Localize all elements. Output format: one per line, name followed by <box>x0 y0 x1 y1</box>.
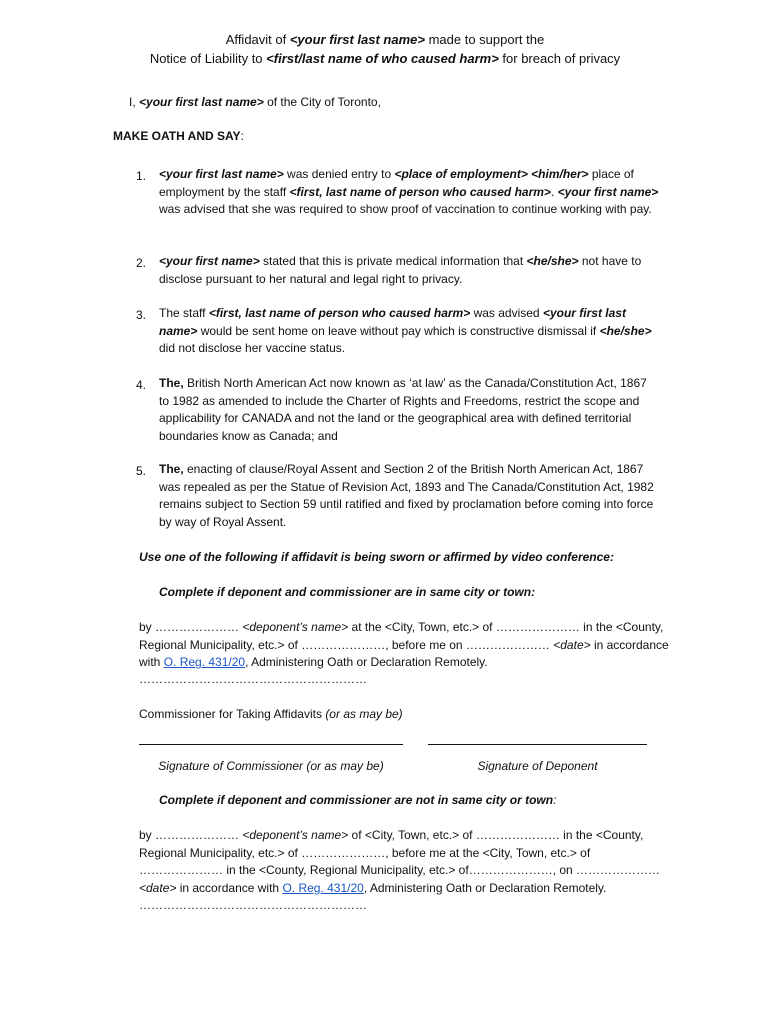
item-number: 2. <box>136 256 147 270</box>
name-placeholder: <your first last name> <box>289 32 425 47</box>
deponent-signature-line <box>428 744 647 745</box>
oath-heading <box>113 130 244 142</box>
body-text: at the <City, Town, etc.> of ………………… in the <County, Regional Municipality, etc.> of …………………, before me on ………………… <box>139 620 664 652</box>
placeholder-text: <he/she> <box>599 323 652 338</box>
title-text: made to support the <box>424 32 545 47</box>
commissioner-line <box>139 708 403 720</box>
document-title-line-2 <box>0 52 770 65</box>
placeholder-text: <first, last name of person who caused harm> <box>289 184 551 199</box>
intro-text: of the City of Toronto, <box>263 95 381 109</box>
not-same-city-dots: ………………………………………………… <box>139 898 367 912</box>
body-text: The staff <box>159 306 209 320</box>
bold-text: The, <box>159 376 184 390</box>
item-number: 5. <box>136 464 147 478</box>
body-text: place of employment by the staff <box>159 167 634 199</box>
body-text: in accordance with <box>176 881 283 896</box>
not-same-city-heading <box>159 794 556 806</box>
oath-label: MAKE OATH AND SAY <box>113 129 241 143</box>
name-placeholder: <your first last name> <box>139 95 264 109</box>
name-placeholder: <first/last name of who caused harm> <box>266 51 499 66</box>
commissioner-text: Commissioner for Taking Affidavits <box>139 707 326 721</box>
body-text: not have to disclose pursuant to her natural and legal right to privacy. <box>159 254 642 286</box>
commissioner-note: (or as may be) <box>325 707 403 721</box>
placeholder-text: <he/she> <box>526 254 579 268</box>
body-text: by ………………… <box>139 828 243 842</box>
body-text: would be sent home on leave without pay which is constructive dismissal if <box>197 323 600 338</box>
body-text: . <box>550 184 558 199</box>
list-item <box>159 375 659 446</box>
same-city-dots: ………………………………………………… <box>139 672 367 686</box>
title-text: for breach of privacy <box>498 51 621 66</box>
placeholder-text: <your first last name> <box>159 306 626 338</box>
not-same-city-paragraph <box>139 827 669 898</box>
bold-text: The, <box>159 462 184 476</box>
item-number: 3. <box>136 308 147 322</box>
body-text: did not disclose her vaccine status. <box>159 341 346 356</box>
list-item <box>159 166 659 219</box>
item-number: 4. <box>136 378 147 392</box>
intro-line <box>129 96 381 108</box>
list-item <box>159 461 659 532</box>
not-same-city-text: Complete if deponent and commissioner are not in same city or town <box>159 793 554 807</box>
not-same-city-colon: : <box>553 793 557 807</box>
placeholder-text: <your first name> <box>557 184 659 199</box>
body-text: was advised that she was required to show proof of vaccination to continue working with pay. <box>159 202 652 217</box>
body-text: was denied entry to <box>283 167 395 181</box>
placeholder-text: <your first last name> <box>159 167 284 181</box>
video-conference-heading: Use one of the following if affidavit is being sworn or affirmed by video conference: <box>139 550 614 564</box>
oath-colon: : <box>240 129 244 143</box>
italic-placeholder: <deponent’s name> <box>242 828 349 842</box>
body-text: , Administering Oath or Declaration Remotely. <box>363 881 607 896</box>
document-title-line-1 <box>0 33 770 46</box>
body-text: enacting of clause/Royal Assent and Section 2 of the British North American Act, 1867 was repealed as per the Statue of Revision Act, 1893 and The Canada/Constitution Act, 1982 remains subject to Section 59 until ratified and fixed by proclamation before coming into force by way of Royal Assent. <box>159 462 654 530</box>
title-text: Affidavit of <box>225 32 290 47</box>
body-text: was advised <box>470 306 543 320</box>
commissioner-signature-line <box>139 744 403 745</box>
body-text: in accordance with <box>139 637 669 670</box>
same-city-paragraph <box>139 619 669 672</box>
item-number: 1. <box>136 169 147 183</box>
list-item <box>159 305 659 358</box>
deponent-signature-label: Signature of Deponent <box>477 759 598 773</box>
placeholder-text: <place of employment> <him/her> <box>394 167 589 181</box>
intro-text: I, <box>129 95 140 109</box>
commissioner-signature-label: Signature of Commissioner (or as may be) <box>158 759 384 773</box>
body-text: , Administering Oath or Declaration Remotely. <box>245 655 488 670</box>
regulation-link[interactable]: O. Reg. 431/20 <box>163 655 246 670</box>
body-text: stated that this is private medical information that <box>259 254 527 268</box>
italic-placeholder: <deponent’s name> <box>242 620 349 634</box>
regulation-link[interactable]: O. Reg. 431/20 <box>282 881 364 896</box>
italic-placeholder: <date> <box>139 881 177 896</box>
body-text: by ………………… <box>139 620 243 634</box>
list-item <box>159 253 659 288</box>
body-text: British North American Act now known as ‘at law’ as the Canada/Constitution Act, 1867 to 1982 as amended to include the Charter of Rights and Freedoms, restrict the scope and applicability for CANADA and not the land or the geographical area with defined territorial boundaries know as Canada; and <box>159 376 647 444</box>
italic-placeholder: <date> <box>553 637 591 652</box>
placeholder-text: <first, last name of person who caused harm> <box>208 306 471 320</box>
title-text: Notice of Liability to <box>149 51 267 66</box>
same-city-heading: Complete if deponent and commissioner are in same city or town: <box>159 585 536 599</box>
body-text: of <City, Town, etc.> of ………………… in the <County, Regional Municipality, etc.> of …………………, before me at the <City, Town, etc.> of ………………… in the <County, Regional Municipality, etc.> of…………………, on ………………… <box>139 828 661 878</box>
placeholder-text: <your first name> <box>159 254 260 268</box>
